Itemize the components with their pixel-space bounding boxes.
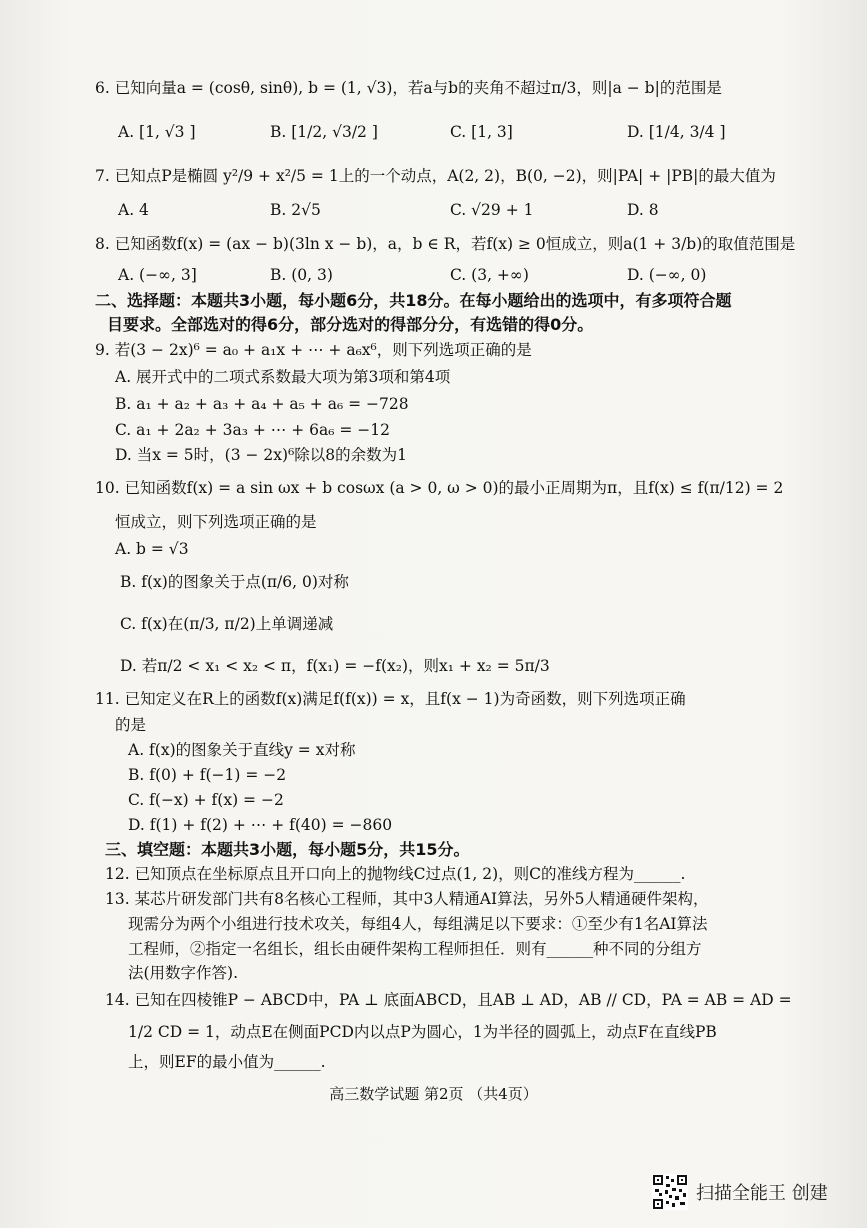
q8-stem: 8. 已知函数f(x) = (ax − b)(3ln x − b)，a，b ∈ R，若f(x) ≥ 0恒成立，则a(1 + 3/b)的取值范围是 <box>95 235 796 253</box>
q9-option-b: B. a₁ + a₂ + a₃ + a₄ + a₅ + a₆ = −728 <box>115 395 409 413</box>
q9-option-c: C. a₁ + 2a₂ + 3a₃ + ⋯ + 6a₆ = −12 <box>115 421 390 439</box>
q8-option-c: C. (3, +∞) <box>450 266 529 284</box>
q7-option-b: B. 2√5 <box>270 201 321 219</box>
q13-line3: 工程师，②指定一名组长，组长由硬件架构工程师担任．则有______种不同的分组方 <box>128 940 702 958</box>
q11-stem-line2: 的是 <box>115 716 147 734</box>
q7-option-d: D. 8 <box>627 201 659 219</box>
q10-option-b: B. f(x)的图象关于点(π/6, 0)对称 <box>120 573 349 591</box>
q10-stem-line2: 恒成立，则下列选项正确的是 <box>115 513 317 531</box>
q13-line4: 法(用数字作答). <box>128 964 239 982</box>
q7-option-c: C. √29 + 1 <box>450 201 534 219</box>
q11-option-c: C. f(−x) + f(x) = −2 <box>128 791 284 809</box>
q8-option-b: B. (0, 3) <box>270 266 333 284</box>
q13-line2: 现需分为两个小组进行技术攻关，每组4人，每组满足以下要求：①至少有1名AI算法 <box>128 915 708 933</box>
q10-option-d: D. 若π/2 < x₁ < x₂ < π，f(x₁) = −f(x₂)，则x₁ + x₂ = 5π/3 <box>120 657 550 675</box>
q11-stem-line1: 11. 已知定义在R上的函数f(x)满足f(f(x)) = x，且f(x − 1)为奇函数，则下列选项正确 <box>95 690 686 708</box>
q11-option-b: B. f(0) + f(−1) = −2 <box>128 766 287 784</box>
q14-line2: 1/2 CD = 1，动点E在侧面PCD内以点P为圆心，1为半径的圆弧上，动点F在直线PB <box>128 1023 717 1041</box>
q10-option-a: A. b = √3 <box>115 540 189 558</box>
page-footer: 高三数学试题 第2页 （共4页） <box>329 1085 538 1103</box>
q14-line3: 上，则EF的最小值为______. <box>128 1053 326 1071</box>
q14-line1: 14. 已知在四棱锥P − ABCD中，PA ⊥ 底面ABCD，且AB ⊥ AD，AB // CD，PA = AB = AD = <box>105 991 792 1009</box>
qr-code-icon <box>652 1174 688 1210</box>
q12-stem: 12. 已知顶点在坐标原点且开口向上的抛物线C过点(1, 2)，则C的准线方程为______. <box>105 865 686 883</box>
scanner-label: 扫描全能王 创建 <box>696 1183 828 1204</box>
q6-option-d: D. [1/4, 3/4 ] <box>627 123 726 141</box>
q11-option-a: A. f(x)的图象关于直线y = x对称 <box>128 741 356 759</box>
q9-option-a: A. 展开式中的二项式系数最大项为第3项和第4项 <box>115 368 451 386</box>
q7-option-a: A. 4 <box>118 201 149 219</box>
scanner-watermark <box>652 1172 828 1212</box>
q8-option-a: A. (−∞, 3] <box>118 266 197 284</box>
section2-heading-line1: 二、选择题：本题共3小题，每小题6分，共18分。在每小题给出的选项中，有多项符合题 <box>95 291 732 310</box>
q8-option-d: D. (−∞, 0) <box>627 266 707 284</box>
q6-option-a: A. [1, √3 ] <box>118 123 196 141</box>
section2-heading-line2: 目要求。全部选对的得6分，部分选对的得部分分，有选错的得0分。 <box>107 315 594 334</box>
q10-stem-line1: 10. 已知函数f(x) = a sin ωx + b cosωx (a > 0, ω > 0)的最小正周期为π，且f(x) ≤ f(π/12) = 2 <box>95 479 784 497</box>
section3-heading: 三、填空题：本题共3小题，每小题5分，共15分。 <box>105 840 470 859</box>
q7-stem: 7. 已知点P是椭圆 y²/9 + x²/5 = 1上的一个动点，A(2, 2)，B(0, −2)，则|PA| + |PB|的最大值为 <box>95 167 776 185</box>
q13-line1: 13. 某芯片研发部门共有8名核心工程师，其中3人精通AI算法，另外5人精通硬件架构， <box>105 890 709 908</box>
q6-stem: 6. 已知向量a = (cosθ, sinθ), b = (1, √3)，若a与b的夹角不超过π/3，则|a − b|的范围是 <box>95 79 722 97</box>
q11-option-d: D. f(1) + f(2) + ⋯ + f(40) = −860 <box>128 816 393 834</box>
q6-option-c: C. [1, 3] <box>450 123 513 141</box>
q9-stem: 9. 若(3 − 2x)⁶ = a₀ + a₁x + ⋯ + a₆x⁶，则下列选项正确的是 <box>95 341 532 359</box>
q10-option-c: C. f(x)在(π/3, π/2)上单调递减 <box>120 615 334 633</box>
q6-option-b: B. [1/2, √3/2 ] <box>270 123 378 141</box>
q9-option-d: D. 当x = 5时，(3 − 2x)⁶除以8的余数为1 <box>115 446 408 464</box>
